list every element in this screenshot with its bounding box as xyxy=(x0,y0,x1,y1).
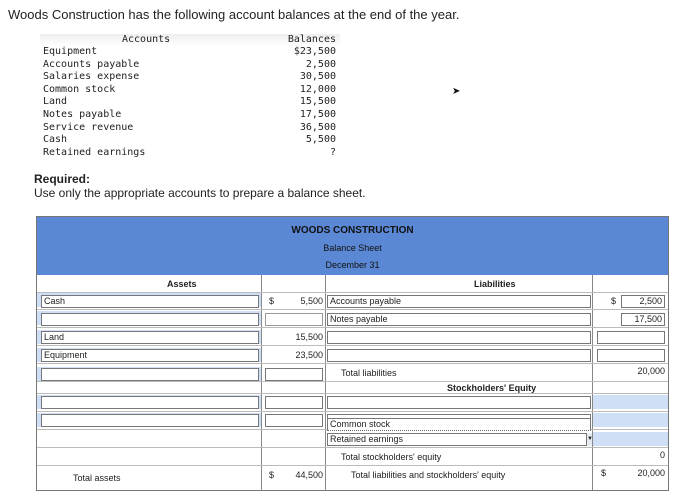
asset-amount-blank-2[interactable] xyxy=(265,396,323,409)
company-name: WOODS CONSTRUCTION xyxy=(291,225,414,236)
accounts-table-header xyxy=(40,34,340,46)
total-assets-amount: 44,500 xyxy=(295,470,323,480)
asset-amount-equipment[interactable]: 23,500 xyxy=(295,350,323,360)
account-row xyxy=(40,134,340,147)
total-equity-amount: 0 xyxy=(659,450,665,460)
asset-label-equipment[interactable]: Equipment xyxy=(41,349,259,362)
account-row xyxy=(40,96,340,109)
account-name: Land xyxy=(43,96,68,108)
required-title: Required: xyxy=(34,172,91,186)
total-liab-equity-label: Total liabilities and stockholders' equity xyxy=(351,470,506,480)
account-balance: 5,500 xyxy=(305,134,336,146)
liability-label-accounts-payable[interactable]: Accounts payable xyxy=(327,295,591,308)
liability-label-notes-payable[interactable]: Notes payable xyxy=(327,313,591,326)
accounts-header: Accounts xyxy=(122,34,171,45)
account-balance: 17,500 xyxy=(299,108,336,120)
asset-label-empty[interactable] xyxy=(41,313,259,326)
account-name: Common stock xyxy=(43,83,116,95)
equity-label-common-stock[interactable]: Common stock xyxy=(327,418,591,431)
asset-amount-blank-1[interactable] xyxy=(265,368,323,381)
chevron-down-icon[interactable]: ▼ xyxy=(586,433,592,446)
currency-symbol: $ xyxy=(601,468,607,478)
asset-label-blank-3[interactable] xyxy=(41,414,259,427)
sheet-date: December 31 xyxy=(325,260,380,270)
account-row xyxy=(40,147,340,160)
assets-header: Assets xyxy=(167,279,197,289)
account-name: Notes payable xyxy=(43,108,122,120)
account-row xyxy=(40,46,340,59)
asset-label-cash[interactable]: Cash xyxy=(41,295,259,308)
asset-amount-land[interactable]: 15,500 xyxy=(295,332,323,342)
account-balance: 30,500 xyxy=(299,71,336,83)
balance-sheet-header xyxy=(37,217,668,275)
intro-text: Woods Construction has the following account balances at the end of the year. xyxy=(8,7,460,22)
balance-sheet xyxy=(36,216,669,491)
liability-label-blank-1[interactable] xyxy=(327,331,591,344)
liabilities-header: Liabilities xyxy=(474,279,516,289)
balances-header: Balances xyxy=(287,34,336,45)
account-name: Salaries expense xyxy=(43,71,140,83)
equity-label-blank-1[interactable] xyxy=(327,396,591,409)
liability-amount-blank-1[interactable] xyxy=(597,331,665,344)
liability-label-blank-2[interactable] xyxy=(327,349,591,362)
account-row xyxy=(40,71,340,84)
account-balance: $23,500 xyxy=(293,46,336,57)
account-name: Accounts payable xyxy=(43,58,140,70)
asset-amount-blank-3[interactable] xyxy=(265,414,323,427)
account-name: Retained earnings xyxy=(43,146,146,158)
asset-label-land[interactable]: Land xyxy=(41,331,259,344)
sheet-title: Balance Sheet xyxy=(323,243,382,253)
total-liabilities-amount: 20,000 xyxy=(637,366,665,376)
asset-label-blank-2[interactable] xyxy=(41,396,259,409)
account-balance: 15,500 xyxy=(299,96,336,108)
liability-amount-blank-2[interactable] xyxy=(597,349,665,362)
accounts-table xyxy=(40,34,340,159)
accounts-rows xyxy=(40,46,340,159)
asset-label-blank-1[interactable] xyxy=(41,368,259,381)
account-row xyxy=(40,109,340,122)
account-name: Service revenue xyxy=(43,121,134,133)
account-balance: 12,000 xyxy=(299,83,336,95)
total-liab-equity-amount: 20,000 xyxy=(637,468,665,478)
currency-symbol: $ xyxy=(269,470,275,480)
account-balance: 36,500 xyxy=(299,121,336,133)
asset-amount-empty[interactable] xyxy=(265,313,323,326)
total-liabilities-label: Total liabilities xyxy=(341,368,397,378)
account-name: Equipment xyxy=(43,46,98,57)
liability-amount-notes-payable[interactable]: 17,500 xyxy=(621,313,665,326)
asset-amount-cash[interactable]: 5,500 xyxy=(300,296,323,306)
liability-amount-accounts-payable[interactable]: 2,500 xyxy=(621,295,665,308)
account-balance: 2,500 xyxy=(305,58,336,70)
currency-symbol: $ xyxy=(611,296,617,306)
account-row xyxy=(40,122,340,135)
equity-header: Stockholders' Equity xyxy=(447,383,537,393)
currency-symbol: $ xyxy=(269,296,275,306)
equity-label-retained-earnings[interactable]: Retained earnings xyxy=(327,433,587,446)
required-text: Use only the appropriate accounts to prepare a balance sheet. xyxy=(34,186,366,200)
account-row xyxy=(40,84,340,97)
account-balance: ? xyxy=(329,146,336,158)
account-row xyxy=(40,59,340,72)
total-assets-label: Total assets xyxy=(73,473,121,483)
mouse-cursor-icon: ➤ xyxy=(452,86,461,97)
account-name: Cash xyxy=(43,134,68,146)
total-equity-label: Total stockholders' equity xyxy=(341,452,442,462)
